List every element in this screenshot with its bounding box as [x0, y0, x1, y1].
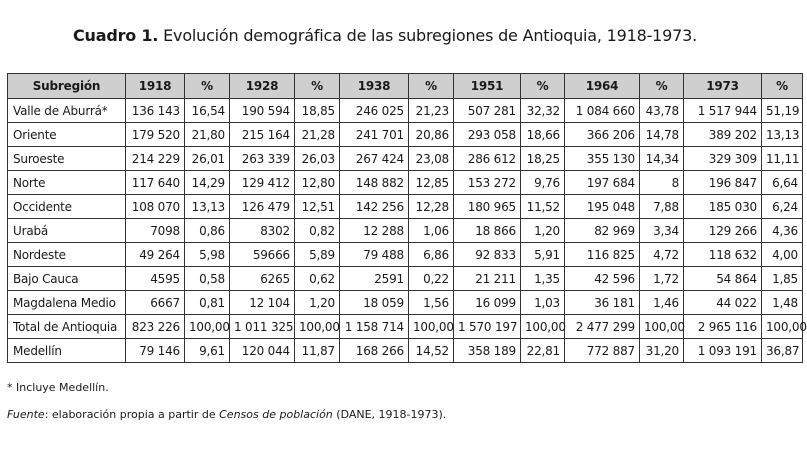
table-row [8, 99, 803, 123]
population-cell: 241 701 [340, 123, 409, 147]
population-cell: 1 517 944 [684, 99, 762, 123]
percent-cell: 5,89 [295, 243, 340, 267]
percent-cell: 16,54 [185, 99, 230, 123]
percent-cell: 4,00 [762, 243, 803, 267]
source-text-post: (DANE, 1918-1973). [332, 408, 447, 421]
percent-cell: 100,00 [762, 315, 803, 339]
population-cell: 79 146 [126, 339, 185, 363]
percent-cell: 1,03 [521, 291, 565, 315]
percent-cell: 100,00 [185, 315, 230, 339]
population-cell: 18 866 [454, 219, 521, 243]
header-pct-1918: % [185, 74, 230, 99]
percent-cell: 100,00 [295, 315, 340, 339]
population-cell: 136 143 [126, 99, 185, 123]
population-cell: 286 612 [454, 147, 521, 171]
table-row [8, 171, 803, 195]
percent-cell: 1,35 [521, 267, 565, 291]
population-cell: 196 847 [684, 171, 762, 195]
population-cell: 153 272 [454, 171, 521, 195]
population-cell: 355 130 [565, 147, 640, 171]
population-cell: 215 164 [230, 123, 295, 147]
population-cell: 293 058 [454, 123, 521, 147]
subregion-cell: Bajo Cauca [8, 267, 126, 291]
population-cell: 18 059 [340, 291, 409, 315]
source-label: Fuente [7, 408, 45, 421]
population-cell: 197 684 [565, 171, 640, 195]
table-row [8, 147, 803, 171]
percent-cell: 31,20 [640, 339, 684, 363]
population-cell: 129 412 [230, 171, 295, 195]
percent-cell: 14,78 [640, 123, 684, 147]
population-cell: 179 520 [126, 123, 185, 147]
percent-cell: 12,51 [295, 195, 340, 219]
population-cell: 1 011 325 [230, 315, 295, 339]
population-cell: 246 025 [340, 99, 409, 123]
percent-cell: 1,20 [521, 219, 565, 243]
population-cell: 180 965 [454, 195, 521, 219]
header-1951: 1951 [454, 74, 521, 99]
population-cell: 214 229 [126, 147, 185, 171]
percent-cell: 3,34 [640, 219, 684, 243]
percent-cell: 1,48 [762, 291, 803, 315]
population-cell: 142 256 [340, 195, 409, 219]
percent-cell: 22,81 [521, 339, 565, 363]
percent-cell: 11,87 [295, 339, 340, 363]
percent-cell: 1,20 [295, 291, 340, 315]
population-cell: 16 099 [454, 291, 521, 315]
population-cell: 21 211 [454, 267, 521, 291]
table-row [8, 339, 803, 363]
percent-cell: 6,64 [762, 171, 803, 195]
population-cell: 148 882 [340, 171, 409, 195]
percent-cell: 36,87 [762, 339, 803, 363]
subregion-cell: Suroeste [8, 147, 126, 171]
header-pct-1938: % [409, 74, 454, 99]
population-cell: 389 202 [684, 123, 762, 147]
header-1918: 1918 [126, 74, 185, 99]
percent-cell: 23,08 [409, 147, 454, 171]
population-cell: 1 570 197 [454, 315, 521, 339]
subregion-cell: Valle de Aburrá* [8, 99, 126, 123]
subregion-cell: Oriente [8, 123, 126, 147]
percent-cell: 0,22 [409, 267, 454, 291]
subregion-cell: Magdalena Medio [8, 291, 126, 315]
percent-cell: 1,72 [640, 267, 684, 291]
percent-cell: 11,52 [521, 195, 565, 219]
population-cell: 12 288 [340, 219, 409, 243]
header-1973: 1973 [684, 74, 762, 99]
percent-cell: 11,11 [762, 147, 803, 171]
population-cell: 195 048 [565, 195, 640, 219]
table-row [8, 315, 803, 339]
population-cell: 263 339 [230, 147, 295, 171]
population-cell: 6265 [230, 267, 295, 291]
population-cell: 79 488 [340, 243, 409, 267]
percent-cell: 0,81 [185, 291, 230, 315]
percent-cell: 18,85 [295, 99, 340, 123]
header-row [8, 74, 803, 99]
percent-cell: 26,01 [185, 147, 230, 171]
header-1928: 1928 [230, 74, 295, 99]
percent-cell: 12,28 [409, 195, 454, 219]
population-cell: 118 632 [684, 243, 762, 267]
population-cell: 82 969 [565, 219, 640, 243]
percent-cell: 21,23 [409, 99, 454, 123]
header-pct-1951: % [521, 74, 565, 99]
caption-title: Evolución demográfica de las subregiones de Antioquia, 1918-1973. [158, 26, 697, 45]
population-cell: 129 266 [684, 219, 762, 243]
population-cell: 120 044 [230, 339, 295, 363]
table-row [8, 243, 803, 267]
percent-cell: 18,25 [521, 147, 565, 171]
population-cell: 117 640 [126, 171, 185, 195]
percent-cell: 14,34 [640, 147, 684, 171]
percent-cell: 13,13 [185, 195, 230, 219]
population-table [7, 73, 807, 363]
table-row [8, 123, 803, 147]
table-row [8, 219, 803, 243]
population-cell: 4595 [126, 267, 185, 291]
percent-cell: 1,06 [409, 219, 454, 243]
percent-cell: 100,00 [521, 315, 565, 339]
subregion-cell: Occidente [8, 195, 126, 219]
population-cell: 116 825 [565, 243, 640, 267]
population-cell: 8302 [230, 219, 295, 243]
percent-cell: 0,58 [185, 267, 230, 291]
percent-cell: 14,52 [409, 339, 454, 363]
population-cell: 7098 [126, 219, 185, 243]
percent-cell: 7,88 [640, 195, 684, 219]
percent-cell: 14,29 [185, 171, 230, 195]
table-row [8, 291, 803, 315]
percent-cell: 0,62 [295, 267, 340, 291]
percent-cell: 5,91 [521, 243, 565, 267]
percent-cell: 21,28 [295, 123, 340, 147]
percent-cell: 0,86 [185, 219, 230, 243]
population-cell: 168 266 [340, 339, 409, 363]
population-cell: 329 309 [684, 147, 762, 171]
population-cell: 49 264 [126, 243, 185, 267]
percent-cell: 1,46 [640, 291, 684, 315]
percent-cell: 43,78 [640, 99, 684, 123]
percent-cell: 100,00 [409, 315, 454, 339]
percent-cell: 51,19 [762, 99, 803, 123]
subregion-cell: Norte [8, 171, 126, 195]
footnote: * Incluye Medellín. [7, 381, 109, 394]
header-pct-1964: % [640, 74, 684, 99]
header-subregion: Subregión [8, 74, 126, 99]
population-cell: 54 864 [684, 267, 762, 291]
percent-cell: 6,24 [762, 195, 803, 219]
subregion-cell: Nordeste [8, 243, 126, 267]
header-1938: 1938 [340, 74, 409, 99]
population-cell: 1 084 660 [565, 99, 640, 123]
header-pct-1928: % [295, 74, 340, 99]
header-1964: 1964 [565, 74, 640, 99]
percent-cell: 18,66 [521, 123, 565, 147]
population-cell: 126 479 [230, 195, 295, 219]
percent-cell: 26,03 [295, 147, 340, 171]
population-cell: 190 594 [230, 99, 295, 123]
percent-cell: 1,85 [762, 267, 803, 291]
percent-cell: 9,61 [185, 339, 230, 363]
percent-cell: 21,80 [185, 123, 230, 147]
percent-cell: 4,72 [640, 243, 684, 267]
percent-cell: 1,56 [409, 291, 454, 315]
percent-cell: 8 [640, 171, 684, 195]
source-title: Censos de población [219, 408, 333, 421]
population-cell: 59666 [230, 243, 295, 267]
population-cell: 772 887 [565, 339, 640, 363]
population-cell: 44 022 [684, 291, 762, 315]
header-pct-1973: % [762, 74, 803, 99]
population-cell: 358 189 [454, 339, 521, 363]
percent-cell: 9,76 [521, 171, 565, 195]
population-cell: 12 104 [230, 291, 295, 315]
percent-cell: 100,00 [640, 315, 684, 339]
population-cell: 267 424 [340, 147, 409, 171]
population-cell: 42 596 [565, 267, 640, 291]
caption-label: Cuadro 1. [73, 26, 159, 45]
subregion-cell: Urabá [8, 219, 126, 243]
percent-cell: 13,13 [762, 123, 803, 147]
population-cell: 2591 [340, 267, 409, 291]
population-cell: 507 281 [454, 99, 521, 123]
percent-cell: 20,86 [409, 123, 454, 147]
percent-cell: 12,85 [409, 171, 454, 195]
table-caption [0, 26, 770, 45]
table-row [8, 267, 803, 291]
table-row [8, 195, 803, 219]
percent-cell: 6,86 [409, 243, 454, 267]
source-note [7, 408, 446, 421]
population-cell: 366 206 [565, 123, 640, 147]
percent-cell: 12,80 [295, 171, 340, 195]
subregion-cell: Medellín [8, 339, 126, 363]
percent-cell: 5,98 [185, 243, 230, 267]
percent-cell: 4,36 [762, 219, 803, 243]
population-cell: 2 965 116 [684, 315, 762, 339]
population-cell: 36 181 [565, 291, 640, 315]
percent-cell: 0,82 [295, 219, 340, 243]
table-body [8, 99, 807, 363]
subregion-cell: Total de Antioquia [8, 315, 126, 339]
population-cell: 1 158 714 [340, 315, 409, 339]
percent-cell: 32,32 [521, 99, 565, 123]
population-cell: 2 477 299 [565, 315, 640, 339]
population-cell: 92 833 [454, 243, 521, 267]
source-text-pre: : elaboración propia a partir de [44, 408, 220, 421]
population-cell: 6667 [126, 291, 185, 315]
population-cell: 108 070 [126, 195, 185, 219]
population-cell: 823 226 [126, 315, 185, 339]
population-cell: 185 030 [684, 195, 762, 219]
population-cell: 1 093 191 [684, 339, 762, 363]
